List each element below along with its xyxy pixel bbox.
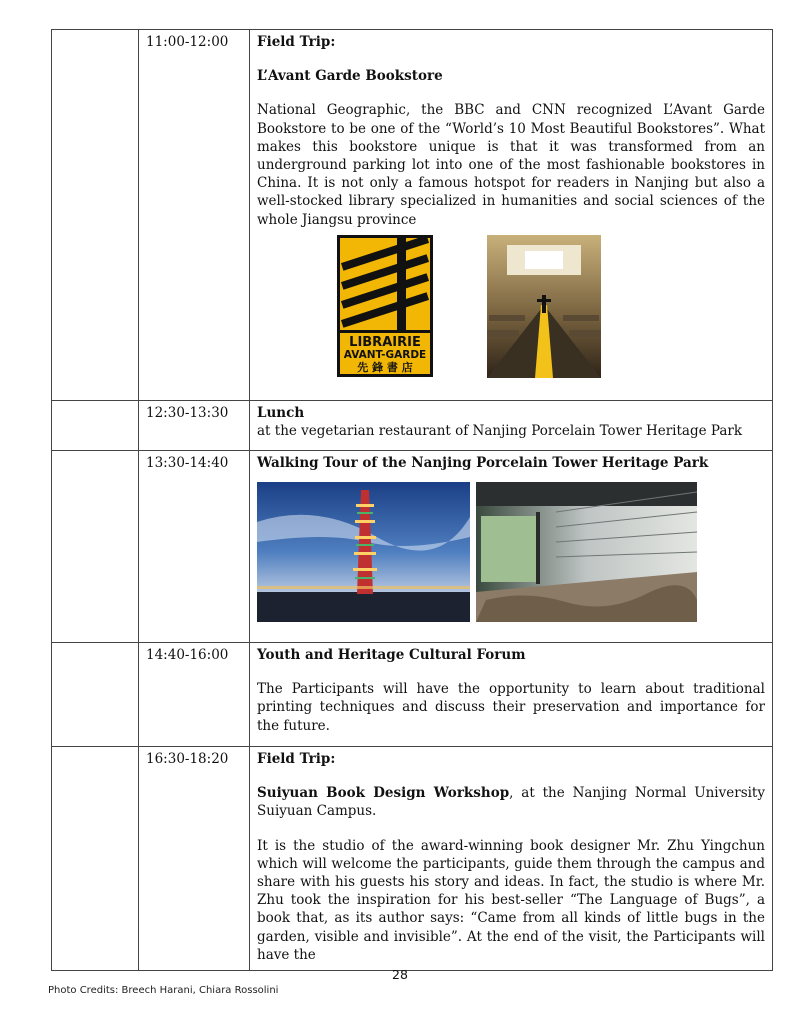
- page-number: 28: [392, 967, 408, 982]
- activity-heading: Field Trip:: [257, 34, 336, 50]
- empty-column-cell: [52, 30, 139, 401]
- activity-heading: Youth and Heritage Cultural Forum: [257, 647, 526, 663]
- schedule-row: [52, 401, 773, 451]
- logo-text-chinese: 先 鋒 書 店: [357, 360, 413, 374]
- activity-cell: [250, 451, 773, 643]
- workshop-name: Suiyuan Book Design Workshop: [257, 785, 510, 802]
- activity-heading: Walking Tour of the Nanjing Porcelain Tower Heritage Park: [257, 455, 709, 471]
- logo-text-avant-garde: AVANT-GARDE: [343, 348, 427, 361]
- activity-cell: [250, 747, 773, 971]
- heritage-museum-photo: [476, 482, 697, 622]
- time-cell: 13:30-14:40: [139, 451, 250, 643]
- activity-cell: [250, 401, 773, 451]
- time-cell: 12:30-13:30: [139, 401, 250, 451]
- heritage-park-images: [257, 482, 765, 628]
- schedule-table: [51, 29, 773, 971]
- photo-credits: Photo Credits: Breech Harani, Chiara Rossolini: [48, 985, 279, 996]
- porcelain-tower-photo: [257, 482, 470, 622]
- bookstore-images: [257, 235, 765, 381]
- activity-subheading: [257, 784, 765, 820]
- schedule-row: [52, 643, 773, 747]
- logo-text-librairie: LIBRAIRIE: [349, 334, 421, 350]
- activity-description: It is the studio of the award-winning book designer Mr. Zhu Yingchun which will welcome the participants, guide them through the campus and share with his guests his story and ideas. In fact, the studio is where Mr. Zhu took the inspiration for his best-seller “The Language of Bugs”, a book that, as its author says: “Came from all kinds of little bugs in the garden, visible and invisible”. At the end of the visit, the Participants will have the: [257, 837, 765, 963]
- activity-description: The Participants will have the opportunity to learn about traditional printing techniques and discuss their preservation and importance for the future.: [257, 681, 765, 734]
- activity-description: National Geographic, the BBC and CNN recognized L’Avant Garde Bookstore to be one of the “World’s 10 Most Beautiful Bookstores”. What makes this bookstore unique is that it was transformed from an underground parking lot into one of the most fashionable bookstores in China. It is not only a famous hotspot for readers in Nanjing but also a well-stocked library specialized in humanities and social sciences of the whole Jiangsu province: [257, 102, 765, 228]
- activity-cell: [250, 30, 773, 401]
- empty-column-cell: [52, 747, 139, 971]
- activity-heading: Field Trip:: [257, 751, 336, 767]
- bookstore-interior-photo: [487, 235, 601, 378]
- activity-cell: [250, 643, 773, 747]
- empty-column-cell: [52, 643, 139, 747]
- workshop-location: , at the Nanjing Normal University Suiyuan Campus.: [257, 785, 765, 820]
- time-cell: 11:00-12:00: [139, 30, 250, 401]
- empty-column-cell: [52, 451, 139, 643]
- time-cell: 14:40-16:00: [139, 643, 250, 747]
- schedule-row: [52, 451, 773, 643]
- activity-description: at the vegetarian restaurant of Nanjing Porcelain Tower Heritage Park: [257, 423, 743, 440]
- bookstore-logo-image: [337, 235, 433, 377]
- empty-column-cell: [52, 401, 139, 451]
- schedule-row: [52, 747, 773, 971]
- time-cell: 16:30-18:20: [139, 747, 250, 971]
- schedule-row: [52, 30, 773, 401]
- activity-heading: Lunch: [257, 405, 305, 421]
- activity-subheading: L’Avant Garde Bookstore: [257, 68, 443, 85]
